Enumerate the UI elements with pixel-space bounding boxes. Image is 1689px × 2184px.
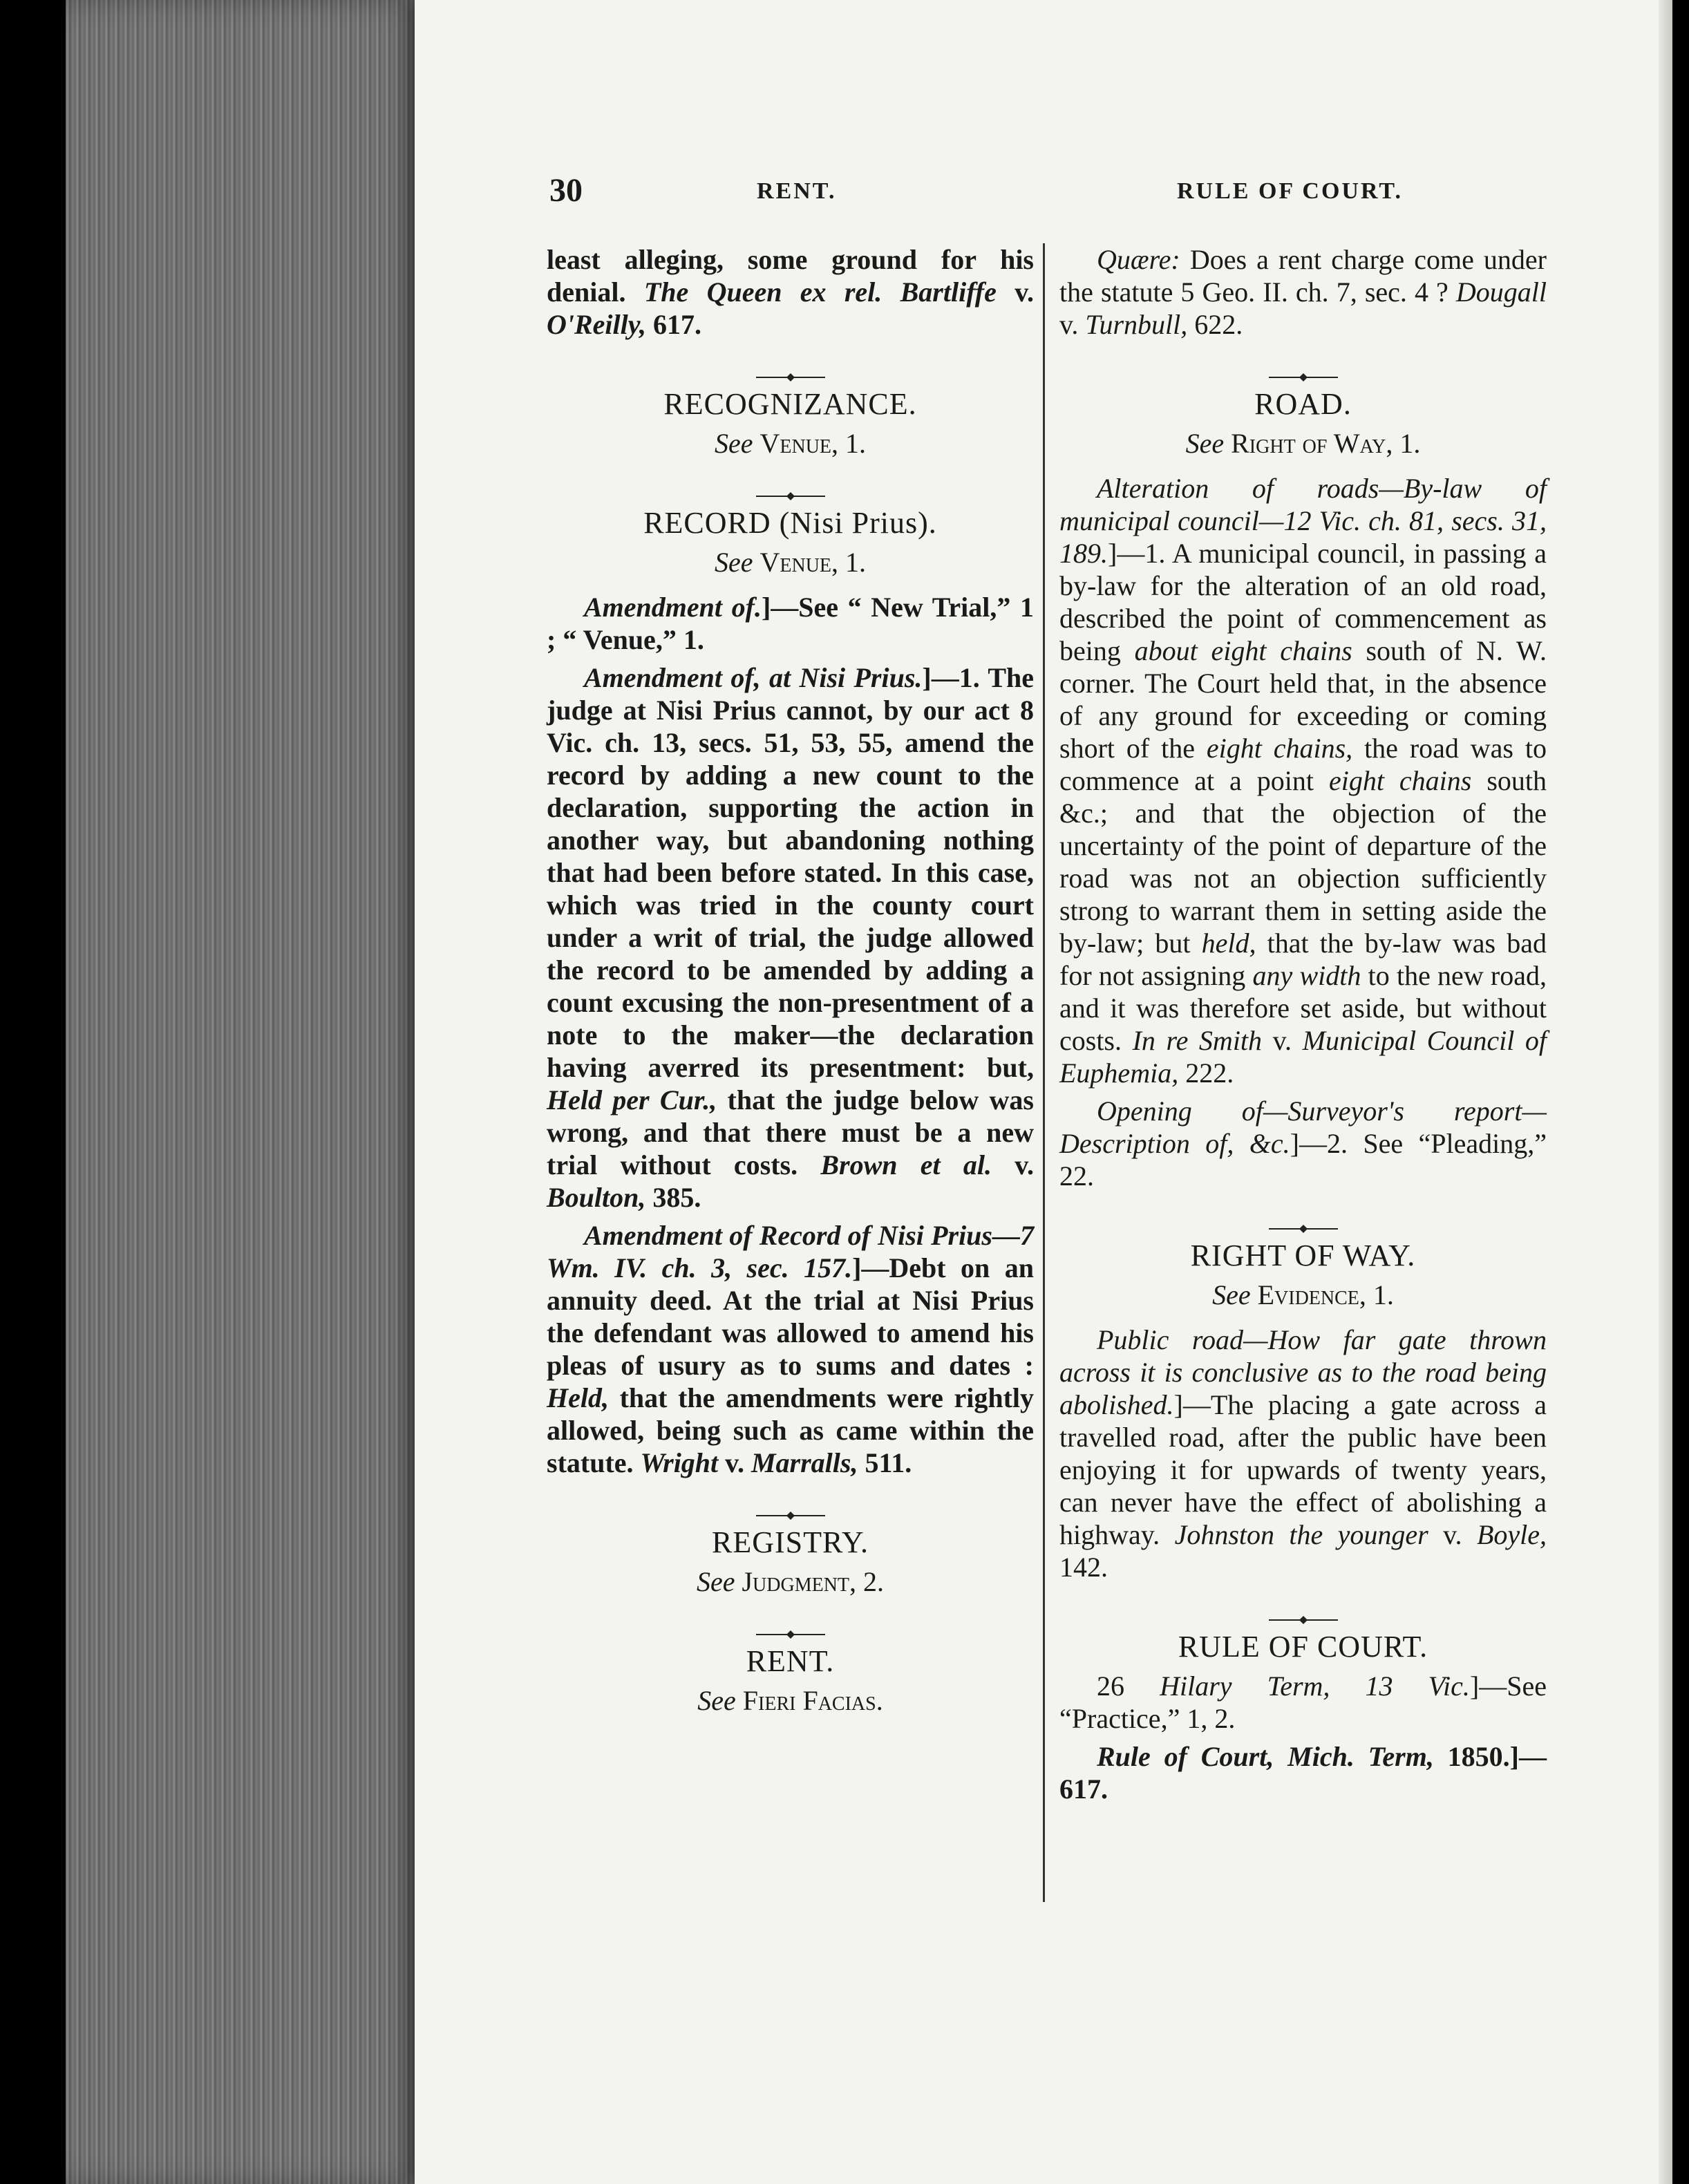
carry-over-entry: Quære: Does a rent charge come under the statute 5 Geo. II. ch. 7, sec. 4 ? Dougall v. Turnbull, 622. xyxy=(1059,244,1547,340)
case-name: O'Reilly, xyxy=(547,309,647,340)
entry-paragraph: Public road—How far gate thrown across it is conclusive as to the road being abolished.]—The placing a gate across a travelled road, after the public have been enjoying it for upwards of twenty years, can never have the effect of abolishing a highway. Johnston the younger v. Boyle, 142. xyxy=(1059,1324,1547,1583)
versus: v. xyxy=(996,276,1035,308)
case-name: Brown et al. xyxy=(820,1149,992,1180)
heading-record: RECORD (Nisi Prius). xyxy=(643,506,937,540)
section-ornament xyxy=(547,1615,1034,1628)
entry-paragraph: Opening of—Surveyor's report—Description of, &c.]—2. See “Pleading,” 22. xyxy=(1059,1095,1547,1192)
heading-rent: RENT. xyxy=(746,1644,835,1678)
see-reference: See Venue, 1. xyxy=(714,547,867,578)
page-cite: 617. xyxy=(646,309,702,340)
see-reference: See Right of Way, 1. xyxy=(1185,428,1421,459)
see-reference: See Fieri Facias. xyxy=(697,1685,883,1716)
entry-paragraph: Rule of Court, Mich. Term, 1850.]—617. xyxy=(1059,1741,1547,1805)
case-name: Marralls, xyxy=(751,1447,858,1478)
right-column xyxy=(1059,243,1547,1811)
see-reference: See Venue, 1. xyxy=(714,428,867,459)
case-name: Johnston the younger xyxy=(1174,1519,1428,1550)
case-name: Boulton, xyxy=(547,1182,646,1213)
left-column xyxy=(547,243,1034,1729)
entry-paragraph: 26 Hilary Term, 13 Vic.]—See “Practice,” 1, 2. xyxy=(1059,1670,1547,1734)
cross-reference-link: Venue xyxy=(759,428,832,459)
cross-reference-link: Judgment xyxy=(742,1566,850,1597)
entry-paragraph: Amendment of.]—See “ New Trial,” 1 ; “ Venue,” 1. xyxy=(547,592,1035,655)
see-reference: See Evidence, 1. xyxy=(1212,1279,1394,1310)
running-header-left: RENT. xyxy=(757,178,837,204)
heading-right-of-way: RIGHT OF WAY. xyxy=(1190,1239,1416,1272)
carry-over-text: least alleging, some ground for his denial. xyxy=(547,244,1034,308)
entry-paragraph: Amendment of Record of Nisi Prius—7 Wm. IV. ch. 3, sec. 157.]—Debt on an annuity deed. At the trial at Nisi Prius the defendant was allowed to amend his pleas of usury as to sums and dates : Held, that the amendments were rightly allowed, being such as came within the statute. Wright v. Marralls, 511. xyxy=(547,1220,1034,1478)
cross-reference-link: Right of Way xyxy=(1231,428,1386,459)
book-page-edges xyxy=(66,0,425,2184)
page-gutter-shadow xyxy=(1659,0,1672,2184)
heading-road: ROAD. xyxy=(1254,387,1352,421)
heading-registry: REGISTRY. xyxy=(711,1525,869,1559)
section-ornament xyxy=(547,357,1034,371)
see-reference: See Judgment, 2. xyxy=(696,1566,885,1597)
case-name: In re Smith xyxy=(1132,1025,1263,1056)
section-ornament xyxy=(1059,1209,1547,1223)
cross-reference-link: Evidence xyxy=(1257,1279,1359,1310)
cross-reference-link: Fieri Facias. xyxy=(742,1685,883,1716)
case-name: Dougall xyxy=(1455,276,1547,308)
heading-rule-of-court: RULE OF COURT. xyxy=(1178,1630,1428,1664)
case-name: The Queen ex rel. Bartliffe xyxy=(643,276,997,308)
case-name: Municipal Council of Euphemia, xyxy=(1059,1025,1547,1089)
case-name: Turnbull, xyxy=(1085,309,1188,340)
section-ornament xyxy=(547,1496,1034,1509)
running-header-right: RULE OF COURT. xyxy=(1177,178,1403,204)
case-name: Boyle, xyxy=(1476,1519,1547,1550)
cross-reference-link: Venue xyxy=(759,547,832,578)
page-number: 30 xyxy=(549,172,583,209)
entry-paragraph: Amendment of, at Nisi Prius.]—1. The judge at Nisi Prius cannot, by our act 8 Vic. ch. 13, secs. 51, 53, 55, amend the record by adding a new count to the declaration, supporting the action in another way, but abandoning nothing that had been before stated. In this case, which was tried in the county court under a writ of trial, the judge allowed the record to be amended by adding a count excusing the non-presentment of a note to the maker—the declaration having averred its presentment: but, Held per Cur., that the judge below was wrong, and that there must be a new trial without costs. Brown et al. v. Boulton, 385. xyxy=(547,662,1034,1213)
carry-over-entry xyxy=(547,243,1034,341)
section-ornament xyxy=(547,476,1034,490)
case-name: Wright xyxy=(640,1447,719,1478)
entry-paragraph: Alteration of roads—By-law of municipal council—12 Vic. ch. 81, secs. 31, 189.]—1. A municipal council, in passing a by-law for the alteration of an old road, described the point of commencement as being about eight chains south of N. W. corner. The Court held that, in the absence of any ground for exceeding or coming short of the eight chains, the road was to commence at a point eight chains south &c.; and that the objection of the uncertainty of the point of departure of the road was not an objection sufficiently strong to warrant them in setting aside the by-law; but held, that the by-law was bad for not assigning any width to the new road, and it was therefore set aside, but without costs. In re Smith v. Municipal Council of Euphemia, 222. xyxy=(1059,473,1547,1089)
heading-recognizance: RECOGNIZANCE. xyxy=(663,387,917,421)
section-ornament xyxy=(1059,1600,1547,1614)
column-divider xyxy=(1043,243,1045,1902)
section-ornament xyxy=(1059,357,1547,371)
